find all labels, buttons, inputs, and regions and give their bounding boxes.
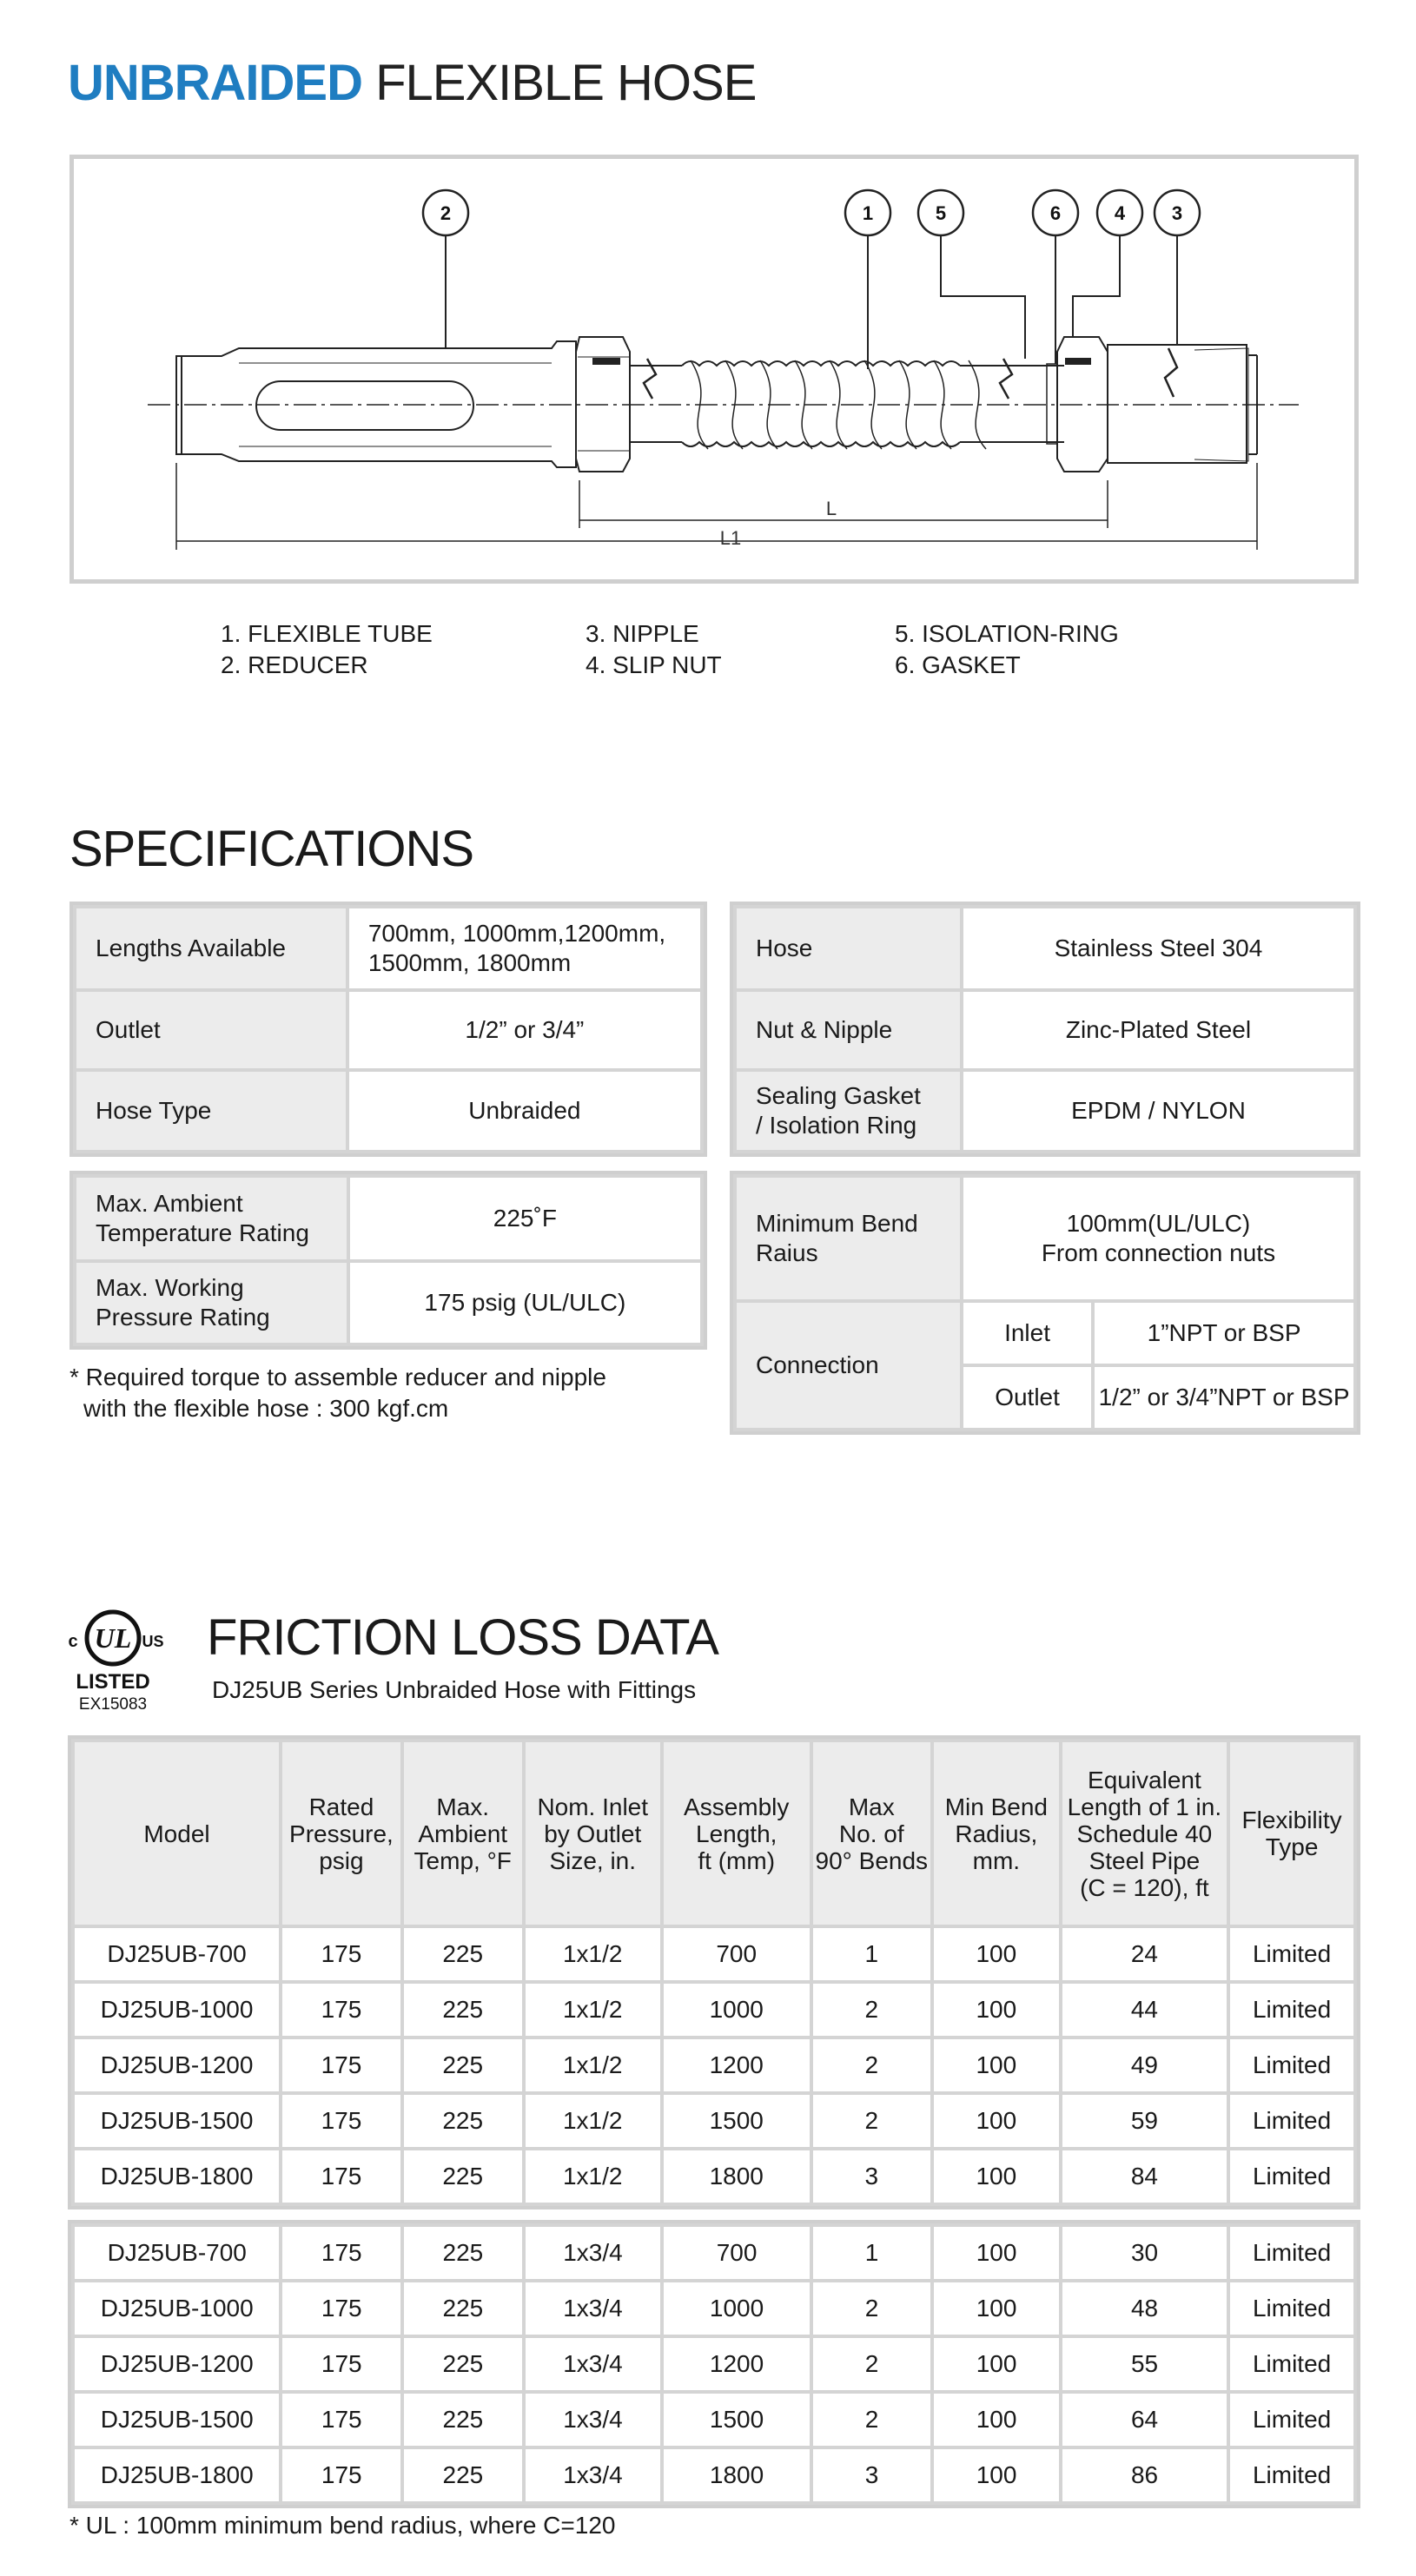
friction-cell: 1 [811, 1926, 933, 1982]
spec-value: 1”NPT or BSP [1093, 1301, 1355, 1365]
friction-header-line: Steel Pipe [1088, 1846, 1201, 1874]
legend-col-2 [586, 618, 722, 681]
friction-row [73, 2392, 1355, 2447]
friction-cell: 1000 [662, 1982, 811, 2038]
friction-cell: 175 [281, 2447, 402, 2503]
spec-label [735, 1176, 962, 1301]
friction-cell: 44 [1061, 1982, 1229, 2038]
friction-cell: 1 [811, 2225, 932, 2281]
legend-col-3 [895, 618, 1119, 681]
note-line: with the flexible hose : 300 kgf.cm [83, 1395, 449, 1422]
ul-logo-code: EX15083 [78, 1695, 148, 1714]
friction-header-line: Assembly [684, 1793, 790, 1820]
legend-item: 6. GASKET [895, 651, 1021, 678]
friction-row [73, 2038, 1355, 2093]
spec-sub-label: Inlet [962, 1301, 1093, 1365]
spec-value-line: From connection nuts [1041, 1239, 1276, 1266]
spec-row [75, 907, 702, 990]
friction-header-line: Pressure, [289, 1820, 394, 1847]
friction-cell: 1x1/2 [524, 1982, 662, 2038]
friction-header-line: Max. [436, 1793, 490, 1820]
friction-row [73, 2093, 1355, 2149]
friction-model-cell: DJ25UB-1000 [73, 2281, 281, 2336]
friction-cell: 700 [662, 1926, 811, 1982]
friction-cell: 175 [281, 2038, 402, 2093]
callout-label: 5 [935, 202, 947, 224]
friction-header-line: Length, [696, 1820, 777, 1847]
legend-item: 5. ISOLATION-RING [895, 620, 1119, 647]
friction-row [73, 1926, 1355, 1982]
friction-header-line: Nom. Inlet [537, 1793, 649, 1820]
friction-header-line: Flexibility [1241, 1807, 1342, 1833]
friction-header-cell [73, 1740, 281, 1926]
spec-value: Zinc-Plated Steel [962, 990, 1355, 1070]
ul-logo-us: US [142, 1633, 164, 1650]
callout-label: 2 [440, 202, 452, 224]
friction-cell: Limited [1228, 2447, 1355, 2503]
friction-cell: 100 [932, 2281, 1061, 2336]
spec-value: Unbraided [347, 1070, 702, 1152]
spec-label [735, 1070, 962, 1152]
callouts [423, 190, 1200, 235]
friction-cell: 1x3/4 [524, 2447, 663, 2503]
friction-cell: 1x1/2 [524, 2038, 662, 2093]
friction-cell: 1x1/2 [524, 1926, 662, 1982]
spec-label-line: Max. Ambient [96, 1190, 243, 1217]
friction-cell: Limited [1228, 2149, 1355, 2204]
friction-title: FRICTION LOSS DATA [207, 1609, 718, 1666]
spec-row [735, 1301, 1355, 1365]
legend-col-1 [221, 618, 433, 681]
spec-row [735, 990, 1355, 1070]
friction-header-line: Length of 1 in. [1067, 1793, 1222, 1820]
friction-cell: 175 [281, 2225, 402, 2281]
spec-label [75, 1261, 348, 1344]
spec-label-line: Temperature Rating [96, 1219, 309, 1246]
friction-cell: 175 [281, 2336, 402, 2392]
friction-cell: 3 [811, 2447, 932, 2503]
friction-header-line: Max [848, 1793, 895, 1820]
spec-table-right-top [733, 905, 1357, 1153]
friction-header-row [73, 1740, 1355, 1926]
spec-label: Connection [735, 1301, 962, 1430]
friction-cell: 1500 [662, 2392, 811, 2447]
ul-logo-listed: LISTED [76, 1670, 150, 1694]
friction-header-cell [1228, 1740, 1355, 1926]
dim-L1-label: L1 [719, 527, 742, 549]
friction-cell: 2 [811, 2336, 932, 2392]
friction-cell: 225 [402, 2281, 524, 2336]
spec-value [347, 907, 702, 990]
friction-cell: 48 [1061, 2281, 1228, 2336]
spec-value [962, 1176, 1355, 1301]
friction-cell: 100 [932, 2149, 1061, 2204]
friction-cell: 225 [402, 2038, 524, 2093]
page-title [68, 54, 756, 112]
friction-cell: 225 [402, 2093, 524, 2149]
page-title-accent: UNBRAIDED [68, 55, 362, 111]
friction-cell: 1x3/4 [524, 2281, 663, 2336]
friction-table-2 [71, 2223, 1357, 2505]
legend-item: 3. NIPPLE [586, 620, 699, 647]
friction-cell: 2 [811, 2281, 932, 2336]
friction-cell: 175 [281, 2149, 402, 2204]
friction-cell: 175 [281, 1982, 402, 2038]
spec-label-line: Pressure Rating [96, 1304, 270, 1331]
friction-model-cell: DJ25UB-1200 [73, 2336, 281, 2392]
spec-value: 1/2” or 3/4” [347, 990, 702, 1070]
friction-cell: Limited [1228, 1982, 1355, 2038]
spec-row [735, 1176, 1355, 1301]
gasket [1047, 364, 1057, 444]
friction-cell: 100 [932, 2447, 1061, 2503]
friction-cell: 175 [281, 2093, 402, 2149]
friction-cell: 2 [811, 2093, 933, 2149]
torque-note [69, 1362, 606, 1424]
friction-header-line: Temp, °F [414, 1846, 512, 1874]
friction-cell: 1000 [662, 2281, 811, 2336]
spec-label-line: Max. Working [96, 1274, 244, 1301]
friction-header-cell [932, 1740, 1061, 1926]
friction-header-line: psig [319, 1846, 364, 1874]
spec-label: Nut & Nipple [735, 990, 962, 1070]
spec-sub-label: Outlet [962, 1365, 1093, 1430]
spec-table-right-bottom [733, 1174, 1357, 1431]
spec-value-line: 1500mm, 1800mm [367, 949, 572, 976]
friction-model-cell: DJ25UB-1800 [73, 2447, 281, 2503]
friction-header-line: (C = 120), ft [1080, 1873, 1209, 1901]
friction-cell: 225 [402, 1926, 524, 1982]
friction-header-line: Rated [308, 1793, 374, 1820]
spec-label: Lengths Available [75, 907, 347, 990]
friction-cell: Limited [1228, 2093, 1355, 2149]
friction-model-cell: DJ25UB-1500 [73, 2392, 281, 2447]
spec-value: 1/2” or 3/4”NPT or BSP [1093, 1365, 1355, 1430]
friction-cell: 100 [932, 2225, 1061, 2281]
friction-cell: Limited [1228, 2281, 1355, 2336]
friction-cell: 59 [1061, 2093, 1229, 2149]
nipple-body [1108, 345, 1247, 463]
friction-cell: 100 [932, 1926, 1061, 1982]
spec-label: Hose [735, 907, 962, 990]
friction-cell: 100 [932, 2392, 1061, 2447]
friction-cell: 64 [1061, 2392, 1228, 2447]
friction-cell: 1x3/4 [524, 2225, 663, 2281]
friction-cell: 700 [662, 2225, 811, 2281]
dim-L-label: L [825, 498, 837, 519]
hose-drawing [74, 159, 1354, 579]
friction-cell: Limited [1228, 2225, 1355, 2281]
friction-header-line: Type [1265, 1833, 1319, 1860]
friction-subtitle: DJ25UB Series Unbraided Hose with Fittings [212, 1676, 697, 1703]
friction-row [73, 2149, 1355, 2204]
friction-header-line: Radius, [955, 1820, 1038, 1847]
friction-model-cell: DJ25UB-1800 [73, 2149, 281, 2204]
friction-table-1 [71, 1739, 1357, 2206]
note-line: * Required torque to assemble reducer and nipple [69, 1364, 606, 1390]
ul-listed-logo [63, 1596, 167, 1714]
page-title-rest: FLEXIBLE HOSE [375, 55, 757, 111]
spec-label-line: Sealing Gasket [756, 1082, 921, 1109]
friction-cell: 2 [811, 2392, 932, 2447]
friction-model-cell: DJ25UB-1200 [73, 2038, 281, 2093]
friction-row [73, 2281, 1355, 2336]
spec-row [75, 1261, 702, 1344]
spec-label [75, 1176, 348, 1261]
friction-cell: 225 [402, 2149, 524, 2204]
legend-item: 1. FLEXIBLE TUBE [221, 620, 433, 647]
friction-model-cell: DJ25UB-1500 [73, 2093, 281, 2149]
spec-label: Outlet [75, 990, 347, 1070]
friction-cell: 1x1/2 [524, 2149, 662, 2204]
friction-row [73, 2336, 1355, 2392]
friction-cell: 55 [1061, 2336, 1228, 2392]
spec-row [75, 990, 702, 1070]
callout-label: 4 [1114, 202, 1126, 224]
friction-model-cell: DJ25UB-700 [73, 2225, 281, 2281]
friction-header-cell [662, 1740, 811, 1926]
friction-cell: 1x3/4 [524, 2336, 663, 2392]
legend-item: 4. SLIP NUT [586, 651, 722, 678]
friction-header-line: Schedule 40 [1076, 1820, 1213, 1847]
friction-header-line: by Outlet [544, 1820, 642, 1847]
friction-cell: 225 [402, 1982, 524, 2038]
friction-cell: 225 [402, 2225, 524, 2281]
friction-row [73, 2447, 1355, 2503]
friction-cell: 1x3/4 [524, 2392, 663, 2447]
spec-row [735, 1070, 1355, 1152]
spec-label-line: / Isolation Ring [756, 1112, 917, 1139]
friction-cell: 100 [932, 2336, 1061, 2392]
friction-header-cell [524, 1740, 662, 1926]
callout-label: 1 [862, 202, 874, 224]
friction-cell: 100 [932, 2038, 1061, 2093]
friction-cell: 175 [281, 2392, 402, 2447]
friction-row [73, 1982, 1355, 2038]
spec-value-line: 700mm, 1000mm,1200mm, [367, 920, 666, 947]
friction-cell: 225 [402, 2336, 524, 2392]
spec-value: 175 psig (UL/ULC) [348, 1261, 702, 1344]
friction-header-line: 90° Bends [815, 1846, 929, 1874]
friction-cell: 24 [1061, 1926, 1229, 1982]
spec-row [735, 907, 1355, 990]
friction-cell: Limited [1228, 2038, 1355, 2093]
friction-cell: 175 [281, 1926, 402, 1982]
ul-logo-c: c [68, 1632, 78, 1651]
friction-cell: 100 [932, 2093, 1061, 2149]
friction-model-cell: DJ25UB-700 [73, 1926, 281, 1982]
spec-row [75, 1176, 702, 1261]
friction-cell: Limited [1228, 1926, 1355, 1982]
spec-label: Hose Type [75, 1070, 347, 1152]
friction-header-line: Min Bend [944, 1793, 1048, 1820]
friction-cell: 1500 [662, 2093, 811, 2149]
friction-cell: 1x1/2 [524, 2093, 662, 2149]
spec-value: 225˚F [348, 1176, 702, 1261]
friction-header-cell [281, 1740, 402, 1926]
spec-table-left-bottom [73, 1174, 704, 1346]
friction-cell: 225 [402, 2392, 524, 2447]
friction-cell: 49 [1061, 2038, 1229, 2093]
spec-value: EPDM / NYLON [962, 1070, 1355, 1152]
friction-cell: 30 [1061, 2225, 1228, 2281]
friction-cell: 1200 [662, 2038, 811, 2093]
specifications-title: SPECIFICATIONS [69, 821, 474, 877]
reducer-slot [256, 381, 473, 430]
friction-header-line: No. of [838, 1820, 904, 1847]
friction-model-cell: DJ25UB-1000 [73, 1982, 281, 2038]
friction-cell: 175 [281, 2281, 402, 2336]
spec-value: Stainless Steel 304 [962, 907, 1355, 990]
legend-item: 2. REDUCER [221, 651, 368, 678]
ul-note: * UL : 100mm minimum bend radius, where C=120 [69, 2512, 616, 2539]
friction-cell: 86 [1061, 2447, 1228, 2503]
spec-label-line: Minimum Bend [756, 1210, 918, 1237]
friction-cell: 225 [402, 2447, 524, 2503]
callout-label: 3 [1171, 202, 1183, 224]
friction-header-line: mm. [972, 1846, 1021, 1874]
hose-diagram [69, 155, 1359, 584]
friction-cell: 84 [1061, 2149, 1229, 2204]
friction-cell: Limited [1228, 2336, 1355, 2392]
friction-cell: 100 [932, 1982, 1061, 2038]
friction-header-cell [402, 1740, 524, 1926]
friction-header-cell [811, 1740, 933, 1926]
friction-cell: 1800 [662, 2447, 811, 2503]
ul-logo-ul: UL [94, 1622, 132, 1654]
callout-label: 6 [1049, 202, 1062, 224]
friction-cell: 2 [811, 1982, 933, 2038]
friction-cell: 2 [811, 2038, 933, 2093]
friction-cell: 3 [811, 2149, 933, 2204]
friction-header-line: Model [143, 1820, 210, 1847]
friction-row [73, 2225, 1355, 2281]
friction-header-cell [1061, 1740, 1229, 1926]
friction-cell: Limited [1228, 2392, 1355, 2447]
spec-value-line: 100mm(UL/ULC) [1066, 1210, 1251, 1237]
friction-cell: 1200 [662, 2336, 811, 2392]
friction-header-line: Size, in. [549, 1846, 637, 1874]
friction-header-line: Equivalent [1088, 1766, 1201, 1793]
spec-row [75, 1070, 702, 1152]
friction-header-line: ft (mm) [698, 1846, 776, 1874]
friction-header-line: Ambient [418, 1820, 508, 1847]
friction-cell: 1800 [662, 2149, 811, 2204]
spec-label-line: Raius [756, 1239, 818, 1266]
spec-table-left-top [73, 905, 704, 1153]
